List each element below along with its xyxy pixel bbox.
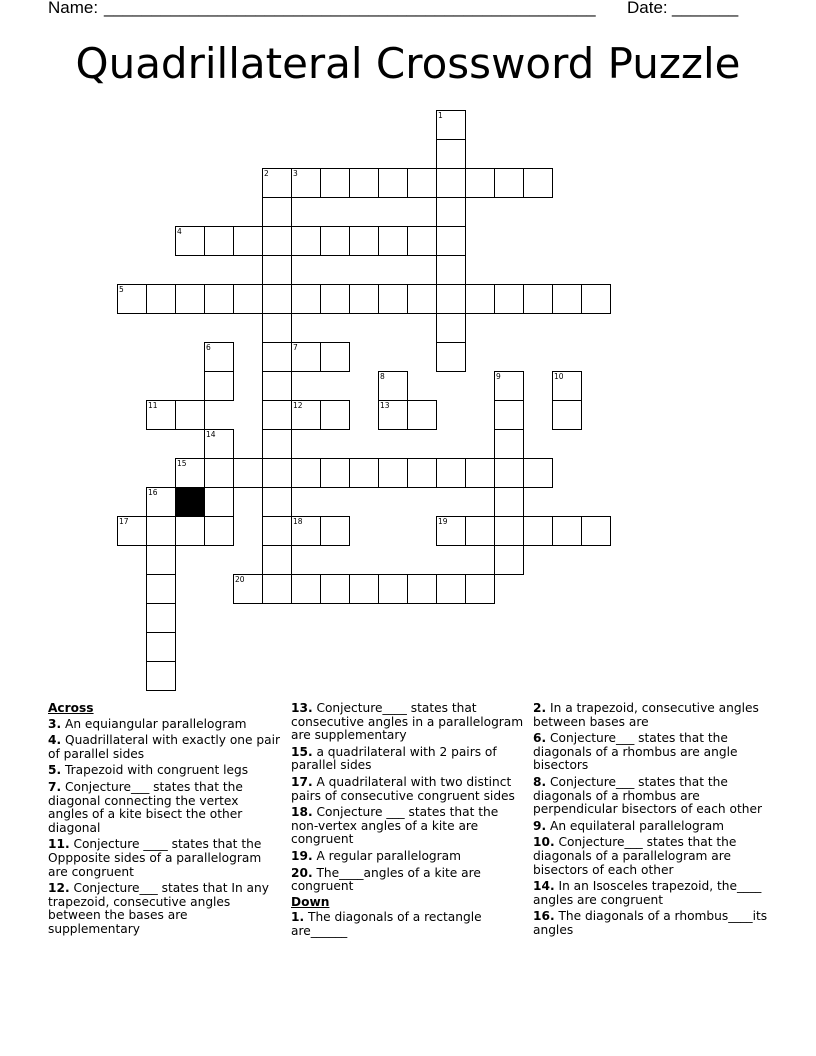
crossword-cell[interactable] <box>465 458 494 488</box>
crossword-cell[interactable] <box>320 574 349 604</box>
clue-down-8: 8. Conjecture___ states that the diagonals of a rhombus are perpendicular bisectors of each other <box>533 774 762 817</box>
crossword-cell[interactable] <box>581 284 611 314</box>
clue-across-7: 7. Conjecture___ states that the diagonal connecting the vertex angles of a kite bisect the other diagonal <box>48 779 243 835</box>
clue-number: 15 <box>177 459 187 468</box>
crossword-cell[interactable] <box>436 284 465 313</box>
crossword-cell[interactable] <box>262 371 292 400</box>
clue-down-9: 9. An equilateral parallelogram <box>533 818 725 833</box>
clue-down-6: 6. Conjecture___ states that the diagonals of a rhombus are angle bisectors <box>533 731 738 773</box>
crossword-cell[interactable] <box>552 400 582 430</box>
crossword-cell[interactable] <box>262 574 291 604</box>
clue-number: 16 <box>148 488 158 497</box>
crossword-cell[interactable] <box>494 487 524 516</box>
clue-number: 8 <box>380 372 385 381</box>
clue-number: 3 <box>293 169 298 178</box>
crossword-cell[interactable] <box>552 284 581 314</box>
clue-across-3: 3. An equiangular parallelogram <box>48 716 247 731</box>
crossword-cell[interactable] <box>436 342 466 372</box>
crossword-cell[interactable] <box>407 400 437 430</box>
crossword-cell[interactable] <box>523 516 552 546</box>
crossword-cell[interactable] <box>436 139 466 168</box>
crossword-cell[interactable] <box>320 342 350 372</box>
clues-column-1 <box>48 702 280 940</box>
crossword-black-cell <box>175 487 204 516</box>
crossword-cell[interactable] <box>117 284 146 314</box>
crossword-cell[interactable] <box>407 458 436 488</box>
crossword-cell[interactable] <box>523 168 553 198</box>
crossword-cell[interactable] <box>146 603 176 632</box>
crossword-cell[interactable] <box>291 574 320 604</box>
crossword-cell[interactable] <box>523 284 552 314</box>
crossword-cell[interactable] <box>262 429 292 458</box>
clue-number: 6 <box>206 343 211 352</box>
crossword-cell[interactable] <box>523 458 553 488</box>
clue-number: 17 <box>119 517 129 526</box>
crossword-cell[interactable] <box>291 168 320 198</box>
clue-number: 9 <box>496 372 501 381</box>
crossword-cell[interactable] <box>204 458 233 487</box>
clue-across-12: 12. Conjecture___ states that In any trapezoid, consecutive angles between the bases are supplementary <box>48 881 269 936</box>
crossword-cell[interactable] <box>204 342 234 371</box>
crossword-cell[interactable] <box>494 168 523 198</box>
crossword-cell[interactable] <box>436 226 466 255</box>
clue-down-14: 14. In an Isosceles trapezoid, the____ angles are congruent <box>533 879 762 907</box>
crossword-cell[interactable] <box>262 487 292 516</box>
crossword-cell[interactable] <box>494 429 524 458</box>
crossword-cell[interactable] <box>320 284 349 314</box>
clues-column-2 <box>291 702 529 942</box>
crossword-cell[interactable] <box>552 516 581 546</box>
crossword-cell[interactable] <box>262 400 291 429</box>
crossword-cell[interactable] <box>349 574 378 604</box>
clue-down-1: 1. The diagonals of a rectangle are______ <box>291 910 482 938</box>
name-line[interactable]: ____________________________________________________ <box>104 0 596 17</box>
date-label: Date: <box>627 0 668 17</box>
crossword-cell[interactable] <box>349 168 378 198</box>
across-heading: Across <box>48 701 94 715</box>
crossword-cell[interactable] <box>349 226 378 256</box>
crossword-cell[interactable] <box>175 516 204 546</box>
crossword-cell[interactable] <box>320 458 349 488</box>
crossword-cell[interactable] <box>494 458 523 487</box>
clue-number: 14 <box>206 430 216 439</box>
crossword-cell[interactable] <box>146 574 176 603</box>
crossword-cell[interactable] <box>407 226 436 256</box>
clue-across-13: 13. Conjecture____ states that consecutive angles in a parallelogram are supplementary <box>291 701 524 743</box>
clue-number: 18 <box>293 517 303 526</box>
crossword-cell[interactable] <box>378 458 407 488</box>
clue-down-16: 16. The diagonals of a rhombus____its angles <box>533 909 768 937</box>
crossword-cell[interactable] <box>291 342 320 372</box>
crossword-cell[interactable] <box>146 632 176 661</box>
crossword-cell[interactable] <box>204 516 234 546</box>
crossword-cell[interactable] <box>291 226 320 256</box>
crossword-cell[interactable] <box>320 400 350 430</box>
crossword-cell[interactable] <box>378 371 408 400</box>
clue-down-2: 2. In a trapezoid, consecutive angles between bases are <box>533 701 759 729</box>
clue-number: 11 <box>148 401 158 410</box>
crossword-cell[interactable] <box>146 516 175 545</box>
crossword-cell[interactable] <box>320 168 349 198</box>
crossword-cell[interactable] <box>494 284 523 314</box>
crossword-cell[interactable] <box>175 400 205 430</box>
crossword-cell[interactable] <box>378 574 407 604</box>
crossword-cell[interactable] <box>494 545 524 575</box>
crossword-cell[interactable] <box>436 458 465 488</box>
crossword-cell[interactable] <box>378 400 407 430</box>
crossword-cell[interactable] <box>117 516 146 546</box>
crossword-cell[interactable] <box>204 429 234 458</box>
down-heading: Down <box>291 894 330 909</box>
clue-number: 13 <box>380 401 390 410</box>
crossword-cell[interactable] <box>291 284 320 314</box>
clue-down-10: 10. Conjecture___ states that the diagonals of a parallelogram are bisectors of each other <box>533 835 737 877</box>
clue-across-5: 5. Trapezoid with congruent legs <box>48 763 249 778</box>
crossword-cell[interactable] <box>262 197 292 226</box>
crossword-cell[interactable] <box>465 516 494 546</box>
crossword-cell[interactable] <box>175 284 204 314</box>
crossword-cell[interactable] <box>262 516 291 545</box>
crossword-cell[interactable] <box>436 255 466 284</box>
crossword-cell[interactable] <box>494 516 523 545</box>
crossword-cell[interactable] <box>465 284 494 314</box>
clue-number: 4 <box>177 227 182 236</box>
crossword-cell[interactable] <box>436 313 466 342</box>
crossword-cell[interactable] <box>262 458 291 487</box>
clue-number: 2 <box>264 169 269 178</box>
crossword-cell[interactable] <box>465 168 494 198</box>
clue-across-11: 11. Conjecture ____ states that the Oppposite sides of a parallelogram are congruent <box>48 837 262 879</box>
crossword-cell[interactable] <box>204 487 234 516</box>
crossword-cell[interactable] <box>146 487 175 516</box>
crossword-cell[interactable] <box>262 545 292 574</box>
clue-number: 12 <box>293 401 303 410</box>
crossword-cell[interactable] <box>262 168 291 197</box>
crossword-cell[interactable] <box>204 371 234 401</box>
clue-across-19: 19. A regular parallelogram <box>291 848 462 863</box>
crossword-cell[interactable] <box>320 226 349 256</box>
date-line[interactable]: _______ <box>672 0 739 17</box>
clue-number: 5 <box>119 285 124 294</box>
crossword-cell[interactable] <box>494 371 524 400</box>
crossword-cell[interactable] <box>291 458 320 488</box>
crossword-cell[interactable] <box>146 661 176 691</box>
crossword-cell[interactable] <box>204 284 233 314</box>
crossword-cell[interactable] <box>436 110 466 139</box>
crossword-cell[interactable] <box>233 226 262 256</box>
clue-number: 20 <box>235 575 245 584</box>
crossword-cell[interactable] <box>436 574 465 604</box>
crossword-cell[interactable] <box>436 516 465 546</box>
crossword-cell[interactable] <box>436 168 465 197</box>
crossword-cell[interactable] <box>378 168 407 198</box>
crossword-cell[interactable] <box>552 371 582 400</box>
clue-across-15: 15. a quadrilateral with 2 pairs of parallel sides <box>291 744 497 773</box>
name-label: Name: <box>48 0 99 17</box>
crossword-cell[interactable] <box>407 574 436 604</box>
crossword-cell[interactable] <box>175 458 204 487</box>
clue-number: 10 <box>554 372 564 381</box>
clues-column-3 <box>533 702 773 941</box>
crossword-cell[interactable] <box>378 284 407 314</box>
crossword-cell[interactable] <box>175 226 204 256</box>
crossword-cell[interactable] <box>262 284 291 313</box>
crossword-cell[interactable] <box>407 168 436 198</box>
crossword-cell[interactable] <box>146 545 176 574</box>
crossword-cell[interactable] <box>262 313 292 342</box>
clue-across-17: 17. A quadrilateral with two distinct pairs of consecutive congruent sides <box>291 774 515 803</box>
crossword-cell[interactable] <box>146 284 175 314</box>
crossword-cell[interactable] <box>233 284 262 314</box>
crossword-cell[interactable] <box>320 516 350 546</box>
crossword-cell[interactable] <box>581 516 611 546</box>
clue-number: 7 <box>293 343 298 352</box>
crossword-cell[interactable] <box>262 255 292 284</box>
crossword-cell[interactable] <box>349 458 378 488</box>
clue-across-20: 20. The____angles of a kite are congruent <box>291 865 481 894</box>
puzzle-title: Quadrillateral Crossword Puzzle <box>75 39 741 88</box>
crossword-cell[interactable] <box>291 516 320 546</box>
crossword-cell[interactable] <box>262 226 291 255</box>
clue-across-18: 18. Conjecture ___ states that the non-vertex angles of a kite are congruent <box>291 805 499 847</box>
crossword-cell[interactable] <box>349 284 378 314</box>
crossword-cell[interactable] <box>233 458 262 488</box>
crossword-cell[interactable] <box>233 574 262 604</box>
crossword-cell[interactable] <box>146 400 175 430</box>
clue-across-4: 4. Quadrillateral with exactly one pair of parallel sides <box>48 733 280 761</box>
clue-number: 1 <box>438 111 443 120</box>
crossword-cell[interactable] <box>436 197 466 226</box>
crossword-cell[interactable] <box>378 226 407 256</box>
crossword-cell[interactable] <box>407 284 436 314</box>
crossword-cell[interactable] <box>262 342 291 371</box>
crossword-cell[interactable] <box>291 400 320 430</box>
clue-number: 19 <box>438 517 448 526</box>
crossword-cell[interactable] <box>204 226 233 256</box>
crossword-cell[interactable] <box>465 574 495 604</box>
crossword-cell[interactable] <box>494 400 524 429</box>
